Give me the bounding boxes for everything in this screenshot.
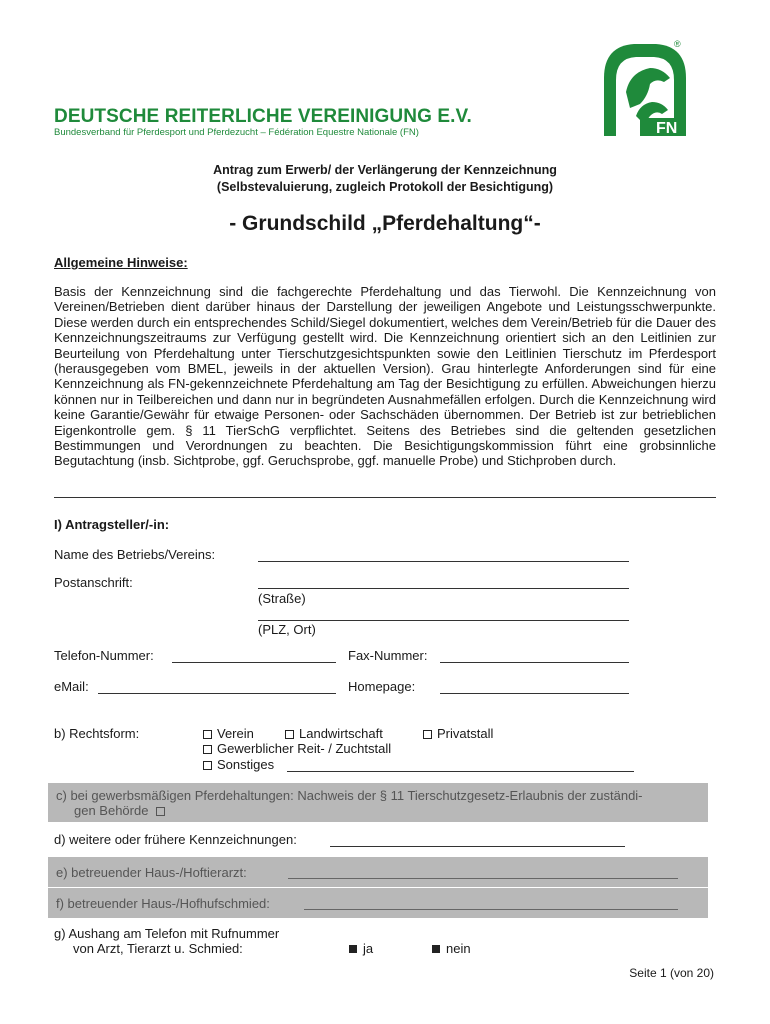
name-label: Name des Betriebs/Vereins: <box>54 547 216 562</box>
logo-text: FN <box>656 120 678 137</box>
page-headline: - Grundschild „Pferdehaltung“- <box>229 212 541 235</box>
option-landwirtschaft[interactable]: Landwirtschaft <box>285 726 383 741</box>
name-field[interactable] <box>258 561 629 562</box>
gewerb-text-1: c) bei gewerbsmäßigen Pferdehaltungen: Nachweis der § 11 Tierschutzgesetz-Erlaubnis der zuständi- <box>56 788 643 803</box>
checkbox-icon[interactable] <box>285 730 294 739</box>
option-privatstall[interactable]: Privatstall <box>423 726 493 741</box>
option-gewerblich[interactable]: Gewerblicher Reit- / Zuchtstall <box>203 741 391 756</box>
option-verein[interactable]: Verein <box>203 726 254 741</box>
schmied-row <box>48 888 708 918</box>
checkbox-icon[interactable] <box>203 745 212 754</box>
page-number: Seite 1 (von 20) <box>629 966 714 980</box>
homepage-field[interactable] <box>440 693 629 694</box>
fax-field[interactable] <box>440 662 629 663</box>
weitere-label: d) weitere oder frühere Kennzeichnungen: <box>54 832 297 847</box>
antragsteller-title: I) Antragsteller/-in: <box>54 517 170 532</box>
hinweise-text: Basis der Kennzeichnung sind die fachgerechte Pferdehaltung und das Tierwohl. Die Kennzeichnung von Vereinen/Betrieben dient darüber hinaus der Darstellung der jeweiligen Angebote und Leistungsschwerpunkte. Diese werden durch ein entsprechendes Schild/Siegel dokumentiert, welches dem Verein/Betrieb für die Dauer des Kennzeichnungszeitraums zur Verfügung gestellt wird. Die Kennzeichnung orientiert sich an den Leitlinien zur Beurteilung von Pferdehaltung unter Tierschutzgesichtspunkten sowie den Leitlinien Tierschutz im Pferdesport (herausgegeben vom BMEL, jeweils in der aktuellen Version). Grau hinterlegte Anforderungen sind für eine Kennzeichnung als FN-gekennzeichnete Pferdehaltung am Tag der Besichtigung zu erfüllen. Abweichungen hierzu können nur in Teilbereichen und dann nur in begründeten Ausnahmefällen erfolgen. Durch die Kennzeichnung wird keine Garantie/Gewähr für etwaige Personen- oder Sachschäden übernommen. Der Betrieb ist zur betrieblichen Eigenkontrolle gem. § 11 TierSchG verpflichtet. Seitens des Betriebes sind die geltenden gesetzlichen Bestimmungen und Verordnungen zu beachten. Die Besichtigungskommission führt eine grobsinnliche Begutachtung (insb. Sichtprobe, ggf. Geruchsprobe, ggf. manuelle Probe) und Stichproben durch. <box>54 284 716 469</box>
strasse-hint: (Straße) <box>258 591 306 606</box>
post-label: Postanschrift: <box>54 575 133 590</box>
tierarzt-label: e) betreuender Haus-/Hoftierarzt: <box>56 865 247 880</box>
gewerb-row <box>48 783 708 822</box>
strasse-field[interactable] <box>258 588 629 589</box>
checkbox-icon[interactable] <box>432 945 440 953</box>
org-name: DEUTSCHE REITERLICHE VEREINIGUNG E.V. <box>54 106 472 127</box>
option-sonstiges[interactable]: Sonstiges <box>203 757 274 772</box>
schmied-label: f) betreuender Haus-/Hofhufschmied: <box>56 896 270 911</box>
telefon-label: Telefon-Nummer: <box>54 648 154 663</box>
title-line-2: (Selbstevaluierung, zugleich Protokoll der Besichtigung) <box>216 180 554 194</box>
homepage-label: Homepage: <box>348 679 416 694</box>
checkbox-icon[interactable] <box>156 807 165 816</box>
gewerb-text-2[interactable]: gen Behörde <box>74 803 170 818</box>
checkbox-icon[interactable] <box>203 730 212 739</box>
registered-mark: ® <box>674 39 681 49</box>
email-field[interactable] <box>98 693 336 694</box>
weitere-field[interactable] <box>330 846 625 847</box>
aushang-line-2: von Arzt, Tierarzt u. Schmied: <box>73 941 243 956</box>
hinweise-title: Allgemeine Hinweise: <box>54 255 188 270</box>
section-divider <box>54 497 716 498</box>
fn-logo <box>600 38 690 138</box>
org-subtitle: Bundesverband für Pferdesport und Pferdezucht – Fédération Equestre Nationale (FN) <box>54 127 419 138</box>
email-label: eMail: <box>54 679 89 694</box>
tierarzt-row <box>48 857 708 887</box>
option-nein[interactable]: nein <box>432 941 471 956</box>
tierarzt-field[interactable] <box>288 878 678 879</box>
option-ja[interactable]: ja <box>349 941 373 956</box>
plz-field[interactable] <box>258 620 629 621</box>
checkbox-icon[interactable] <box>423 730 432 739</box>
sonstiges-field[interactable] <box>287 771 634 772</box>
fax-label: Fax-Nummer: <box>348 648 428 663</box>
schmied-field[interactable] <box>304 909 678 910</box>
checkbox-icon[interactable] <box>203 761 212 770</box>
plz-hint: (PLZ, Ort) <box>258 622 316 637</box>
checkbox-icon[interactable] <box>349 945 357 953</box>
rechtsform-label: b) Rechtsform: <box>54 726 140 741</box>
aushang-line-1: g) Aushang am Telefon mit Rufnummer <box>54 926 280 941</box>
telefon-field[interactable] <box>172 662 336 663</box>
title-line-1: Antrag zum Erwerb/ der Verlängerung der Kennzeichnung <box>213 163 557 177</box>
